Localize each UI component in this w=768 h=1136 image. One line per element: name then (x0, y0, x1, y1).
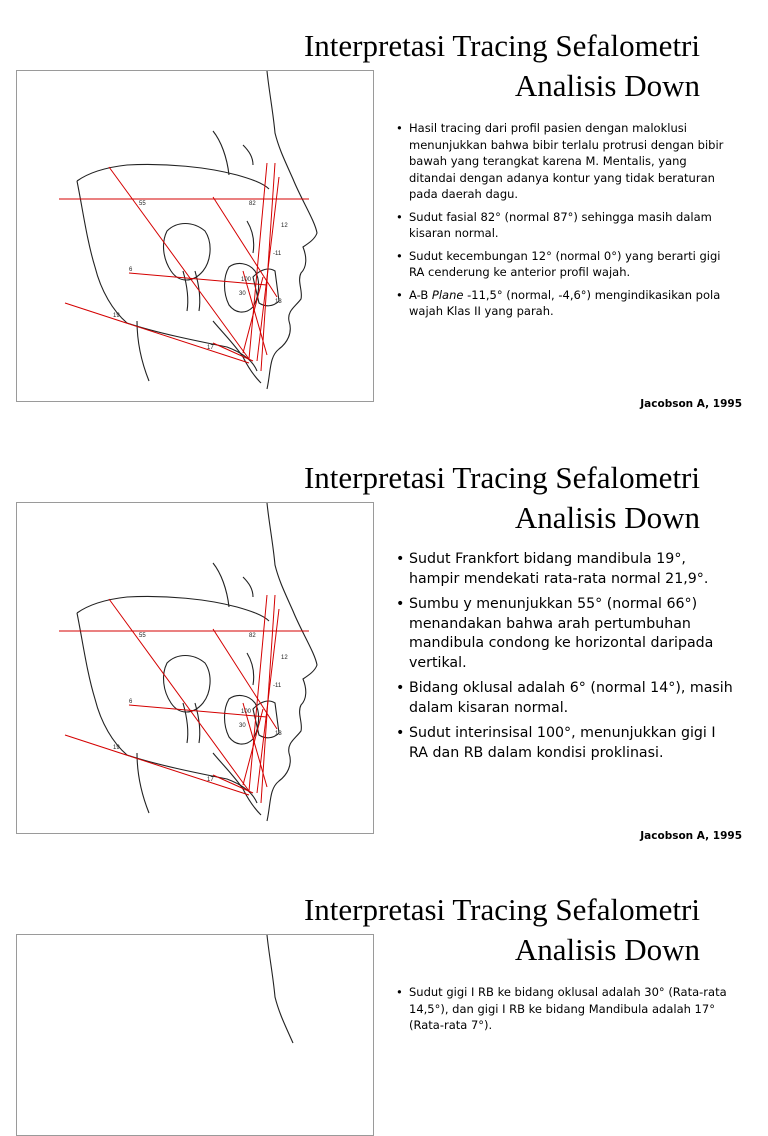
bullet-item: • Sudut kecembungan 12° (normal 0°) yang berarti gigi RA cenderung ke anterior profil wajah. (396, 248, 721, 279)
slide-title: Interpretasi Tracing Sefalometri Analisis Down (303, 460, 700, 535)
bullet-item: • Sudut gigi I RB ke bidang oklusal adalah 30° (Rata-rata 14,5°), dan gigi I RB ke bidang Mandibula adalah 17° (Rata-rata 7°). (396, 985, 727, 1032)
angle-labels (113, 201, 288, 351)
soft-tissue-profile (267, 71, 317, 389)
svg-text:17: 17 (207, 777, 214, 783)
facial-line (249, 595, 267, 791)
maxilla-outline (213, 131, 254, 253)
maxilla-outline (213, 563, 254, 685)
bullet-item: • Hasil tracing dari profil pasien dengan maloklusi menunjukkan bahwa bibir terlalu protrusi dengan bibir bawah yang terangkat karena M. Mentalis, yang ditandai dengan adanya kontur yang tidak beraturan pada daerah dagu. (396, 121, 724, 201)
svg-text:13: 13 (275, 299, 282, 305)
cephalometric-tracing-figure (16, 502, 374, 834)
bullet-list (396, 984, 736, 1040)
angle-labels (113, 633, 288, 783)
cephalometric-tracing-figure (16, 934, 374, 1136)
svg-text:100: 100 (241, 709, 252, 715)
svg-text:55: 55 (139, 201, 146, 207)
bullet-item: • Sudut interinsisal 100°, menunjukkan gigi I RA dan RB dalam kondisi proklinasi. (396, 725, 716, 761)
svg-text:19: 19 (113, 313, 120, 319)
bullet-item: • Bidang oklusal adalah 6° (normal 14°), masih dalam kisaran normal. (396, 680, 733, 716)
cranial-base (77, 596, 269, 621)
svg-text:13: 13 (275, 731, 282, 737)
mandibular-plane (65, 303, 249, 363)
soft-tissue-profile (267, 503, 317, 821)
facial-line (249, 163, 267, 359)
cephalometric-tracing-figure (16, 70, 374, 402)
svg-text:100: 100 (241, 277, 252, 283)
bullet-list (396, 550, 736, 769)
bullet-item: • Sudut fasial 82° (normal 87°) sehingga masih dalam kisaran normal. (396, 209, 712, 240)
citation: Jacobson A, 1995 (640, 830, 742, 842)
svg-text:-11: -11 (273, 251, 282, 257)
svg-text:6: 6 (129, 267, 133, 273)
tracing-drawing (17, 503, 373, 833)
svg-text:55: 55 (139, 633, 146, 639)
soft-tissue-profile (267, 935, 293, 1043)
slide-1 (0, 0, 768, 432)
tracing-drawing (17, 71, 373, 401)
tracing-lines (59, 595, 309, 803)
mandibular-plane (65, 735, 249, 795)
bullet-list (396, 120, 736, 326)
bullet-item: • Sumbu y menunjukkan 55° (normal 66°) menandakan bahwa arah pertumbuhan mandibula condong ke horizontal daripada vertikal. (396, 596, 714, 671)
slide-2 (0, 432, 768, 864)
svg-text:82: 82 (249, 201, 256, 207)
svg-text:12: 12 (281, 223, 288, 229)
svg-text:-11: -11 (273, 683, 282, 689)
citation: Jacobson A, 1995 (640, 398, 742, 410)
tracing-lines (59, 163, 309, 371)
y-axis-line (109, 599, 249, 791)
cranial-base (77, 164, 269, 189)
tracing-drawing (17, 935, 373, 1135)
slide-3 (0, 864, 768, 1032)
svg-text:30: 30 (239, 291, 246, 297)
svg-text:17: 17 (207, 345, 214, 351)
svg-text:82: 82 (249, 633, 256, 639)
orbit-outline (243, 577, 253, 597)
bullet-item: • Sudut Frankfort bidang mandibula 19°, hampir mendekati rata-rata normal 21,9°. (396, 551, 709, 587)
slide-title: Interpretasi Tracing Sefalometri Analisis Down (303, 28, 700, 103)
slide-title: Interpretasi Tracing Sefalometri Analisis Down (303, 892, 700, 967)
svg-text:12: 12 (281, 655, 288, 661)
orbit-outline (243, 145, 253, 165)
y-axis-line (109, 167, 249, 359)
svg-text:30: 30 (239, 723, 246, 729)
bullet-item: • A-B Plane -11,5° (normal, -4,6°) mengindikasikan pola wajah Klas II yang parah. (396, 287, 721, 318)
svg-text:19: 19 (113, 745, 120, 751)
svg-text:6: 6 (129, 699, 133, 705)
